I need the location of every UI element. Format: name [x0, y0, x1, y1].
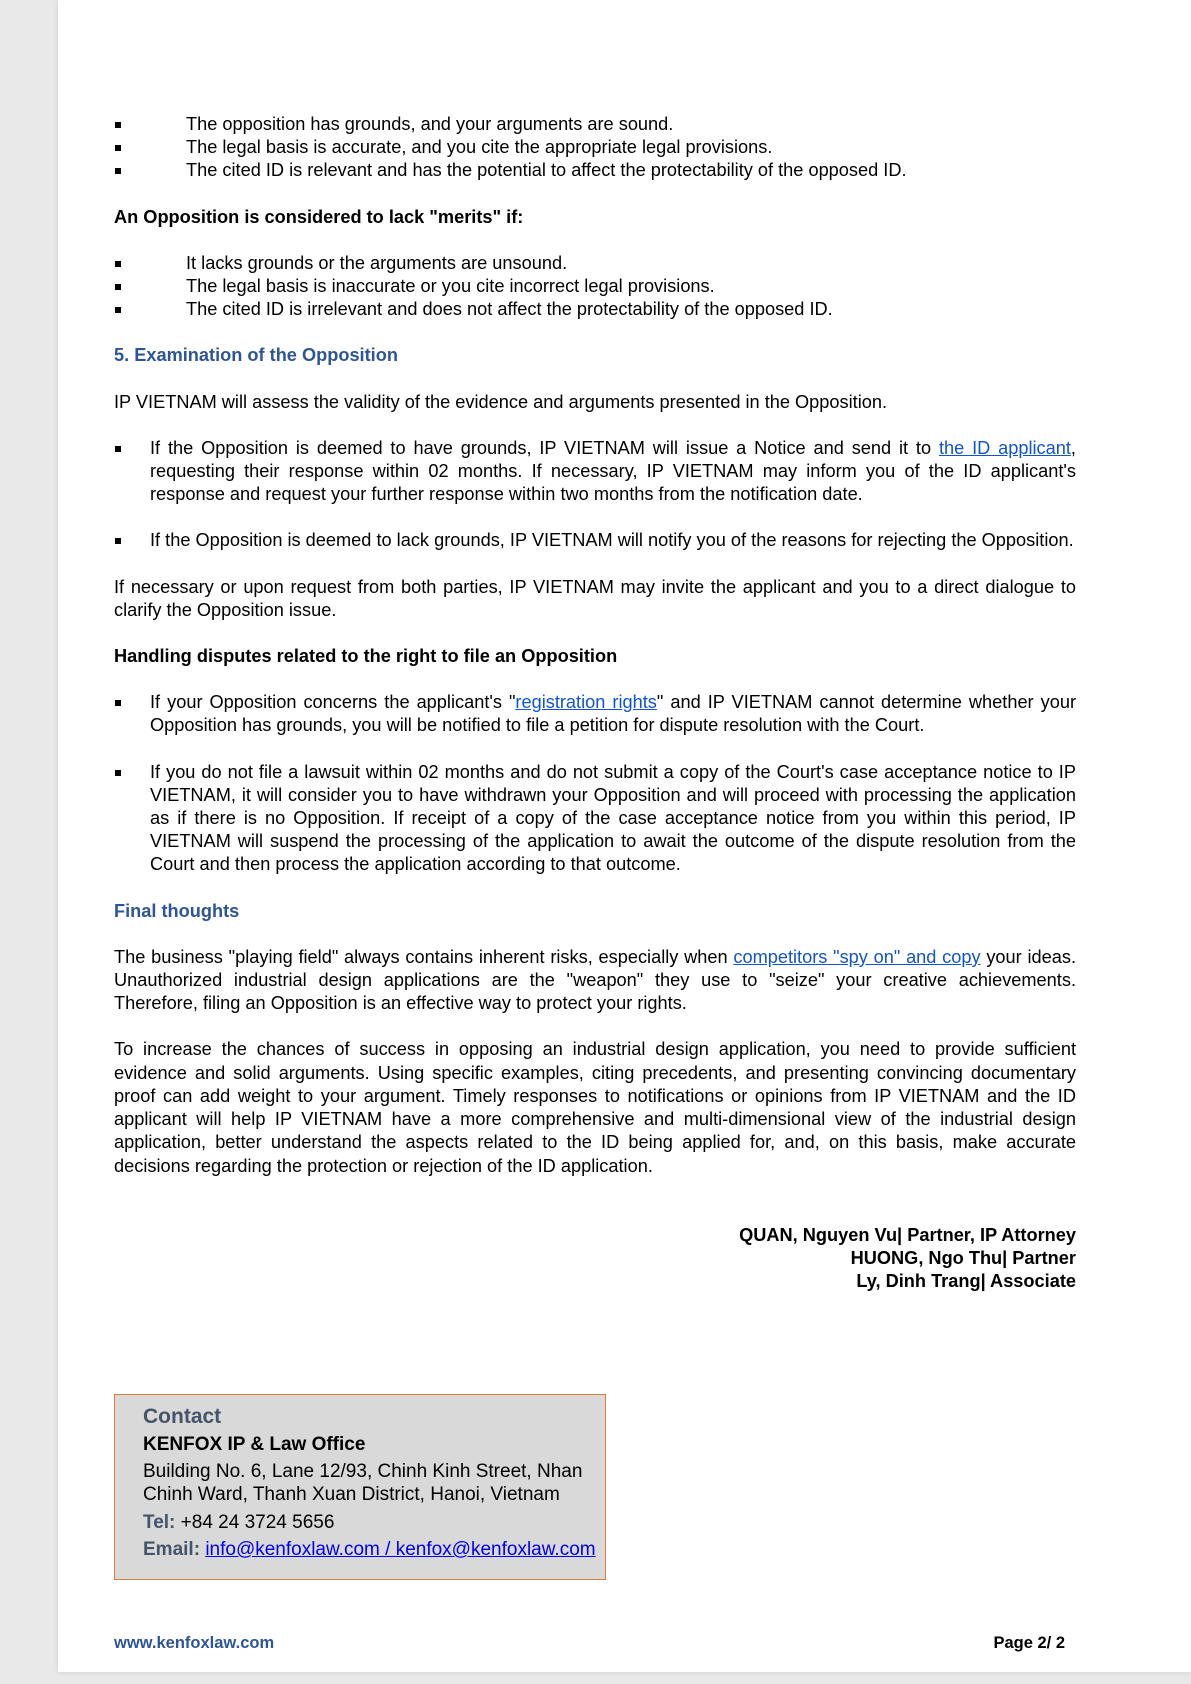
author-line: QUAN, Nguyen Vu| Partner, IP Attorney	[739, 1224, 1076, 1245]
disputes-heading: Handling disputes related to the right to file an Opposition	[114, 646, 618, 667]
footer-website[interactable]: www.kenfoxlaw.com	[114, 1634, 275, 1652]
email-separator: /	[379, 1539, 396, 1560]
id-applicant-link[interactable]: the ID applicant	[938, 437, 1071, 458]
authors-block	[114, 1224, 1076, 1294]
bullet-text: If your Opposition concerns the applicant's "	[150, 692, 516, 713]
bullet-text: If the Opposition is deemed to have grounds, IP VIETNAM will issue a Notice and send it to	[150, 437, 939, 458]
paragraph-text: your ideas. Unauthorized industrial design applications are the "weapon" they use to "seize" your creative achievements. Therefore, filing an Opposition is an effective way to protect your rights.	[114, 946, 1077, 1014]
bullet-text: , requesting their response within 02 months. If necessary, IP VIETNAM may inform you of the ID applicant's response and request your further response within two months from the notification date.	[150, 437, 1076, 505]
merits-list	[114, 113, 1076, 183]
list-item: The opposition has grounds, and your arguments are sound.	[114, 113, 1076, 136]
email-line	[143, 1536, 605, 1563]
email-label: Email:	[143, 1539, 201, 1560]
dialogue-paragraph: If necessary or upon request from both parties, IP VIETNAM may invite the applicant and you to a direct dialogue to clarify the Opposition issue.	[114, 576, 1076, 620]
section-5-heading: 5. Examination of the Opposition	[114, 345, 398, 366]
examination-list	[114, 437, 1076, 553]
author-line: HUONG, Ngo Thu| Partner	[850, 1247, 1076, 1268]
list-item	[114, 691, 1076, 737]
email-link-kenfox[interactable]	[380, 1539, 596, 1560]
lack-merits-heading: An Opposition is considered to lack "merits" if:	[114, 206, 524, 227]
list-item: The legal basis is accurate, and you cite the appropriate legal provisions.	[114, 136, 1076, 159]
document-page	[58, 0, 1191, 1672]
contact-title: Contact	[143, 1405, 222, 1428]
list-item: The cited ID is relevant and has the potential to affect the protectability of the opposed ID.	[114, 159, 1076, 182]
page-content	[114, 113, 1076, 1293]
address-line: Building No. 6, Lane 12/93, Chinh Kinh Street, Nhan	[143, 1461, 583, 1482]
list-item: If you do not file a lawsuit within 02 months and do not submit a copy of the Court's case acceptance notice to IP VIETNAM, it will consider you to have withdrawn your Opposition and will proceed with processing the application as if there is no Opposition. If receipt of a copy of the case acceptance notice from you within this period, IP VIETNAM will suspend the processing of the application to await the outcome of the dispute resolution from the Court and then process the application according to that outcome.	[114, 761, 1076, 877]
competitors-spy-link[interactable]: competitors "spy on" and copy	[733, 946, 981, 967]
final-paragraph-1	[114, 946, 1076, 1016]
list-item: If the Opposition is deemed to lack grounds, IP VIETNAM will notify you of the reasons for rejecting the Opposition.	[114, 529, 1076, 552]
author-line: Ly, Dinh Trang| Associate	[856, 1271, 1076, 1292]
firm-name: KENFOX IP & Law Office	[143, 1434, 366, 1455]
list-item: It lacks grounds or the arguments are unsound.	[114, 252, 1076, 275]
section-5-intro: IP VIETNAM will assess the validity of the evidence and arguments presented in the Opposition.	[114, 391, 888, 412]
list-item: The legal basis is inaccurate or you cite incorrect legal provisions.	[114, 275, 1076, 298]
paragraph-text: The business "playing field" always contains inherent risks, especially when	[114, 946, 734, 967]
list-item	[114, 437, 1076, 507]
email-link-info[interactable]: info@kenfoxlaw.com	[205, 1539, 380, 1560]
email-address: kenfox@kenfoxlaw.com	[395, 1539, 596, 1560]
disputes-list	[114, 691, 1076, 876]
lack-merits-list	[114, 252, 1076, 322]
tel-number: +84 24 3724 5656	[180, 1512, 335, 1533]
address-line: Chinh Ward, Thanh Xuan District, Hanoi, Vietnam	[143, 1484, 560, 1505]
firm-address	[143, 1460, 605, 1506]
footer-page-number: Page 2/ 2	[993, 1634, 1065, 1652]
final-thoughts-heading: Final thoughts	[114, 900, 240, 921]
bullet-text: " and IP VIETNAM cannot determine whether your Opposition has grounds, you will be notified to file a petition for dispute resolution with the Court.	[150, 692, 1077, 736]
contact-box	[114, 1394, 606, 1580]
final-paragraph-2: To increase the chances of success in opposing an industrial design application, you need to provide sufficient evidence and solid arguments. Using specific examples, citing precedents, and presenting convincing documentary proof can add weight to your argument. Timely responses to notifications or opinions from IP VIETNAM and the ID applicant will help IP VIETNAM have a more comprehensive and multi-dimensional view of the industrial design application, better understand the aspects related to the ID being applied for, and, on this basis, make accurate decisions regarding the protection or rejection of the ID application.	[114, 1039, 1076, 1176]
list-item: The cited ID is irrelevant and does not affect the protectability of the opposed ID.	[114, 298, 1076, 321]
registration-rights-link[interactable]: registration rights	[515, 692, 657, 713]
tel-label: Tel:	[143, 1512, 176, 1533]
tel-line	[143, 1509, 605, 1536]
